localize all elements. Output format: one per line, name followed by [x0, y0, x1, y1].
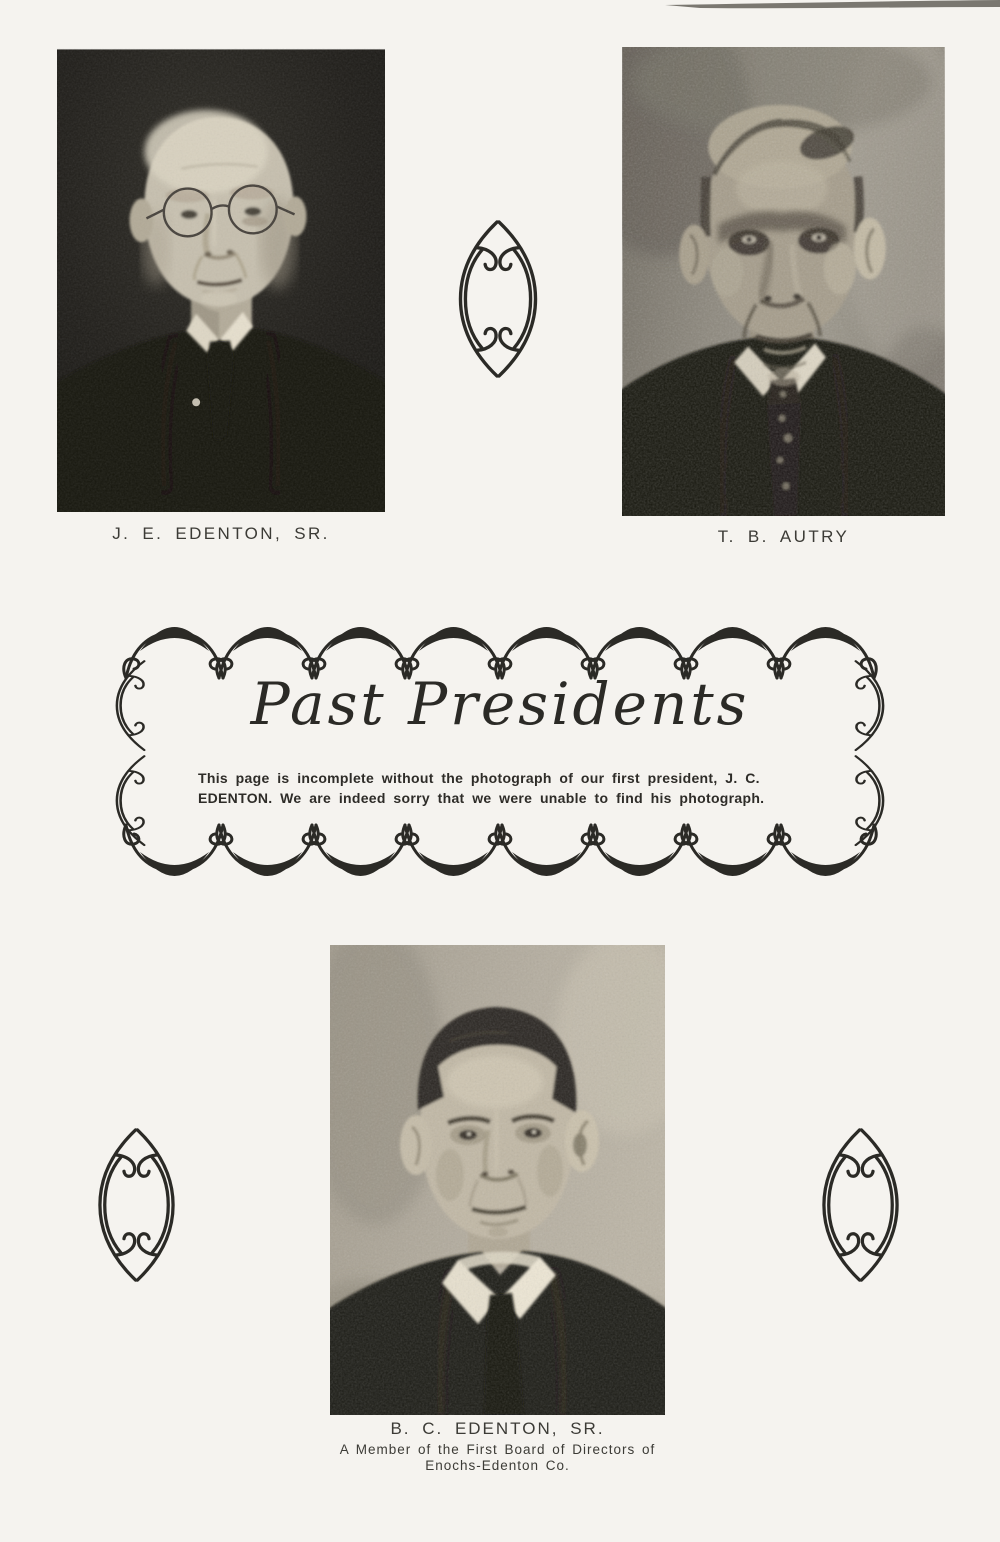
bc-edenton-subcaption-line2: Enochs-Edenton Co.: [425, 1457, 570, 1473]
past-presidents-plaque: [105, 618, 895, 885]
plaque-title: Past Presidents: [250, 670, 750, 738]
plaque-scalloped-border: [105, 618, 895, 885]
scan-artifact-line: [0, 0, 1000, 14]
portrait-photo-tb-autry: [622, 47, 945, 516]
portrait-caption-bc-edenton: [280, 1419, 715, 1473]
parenthesis-ornament-right: [812, 1128, 909, 1282]
tb-autry-portrait-illustration: [622, 47, 945, 516]
portrait-photo-je-edenton: [57, 48, 385, 512]
portrait-caption-je-edenton: J. E. EDENTON, SR.: [112, 524, 330, 543]
border-bottom-loops: [124, 825, 876, 876]
bc-edenton-name: B. C. EDENTON, SR.: [390, 1419, 605, 1438]
plaque-note-line2: EDENTON. We are indeed sorry that we were unable to find his photograph.: [198, 790, 765, 806]
portrait-photo-bc-edenton: [330, 945, 665, 1415]
film-grain: [330, 945, 665, 1415]
parenthesis-ornament-left: [88, 1128, 185, 1282]
bc-edenton-subcaption-line1: A Member of the First Board of Directors of: [339, 1442, 656, 1457]
film-grain: [622, 47, 944, 516]
bc-edenton-portrait-illustration: [330, 945, 665, 1415]
plaque-note-line1: This page is incomplete without the photograph of our first president, J. C.: [198, 770, 760, 786]
parenthesis-ornament-center: [448, 220, 548, 378]
film-grain: [57, 49, 385, 510]
plaque-note: [198, 768, 813, 808]
portrait-caption-tb-autry: T. B. AUTRY: [717, 527, 850, 546]
je-edenton-portrait-illustration: [57, 48, 385, 512]
